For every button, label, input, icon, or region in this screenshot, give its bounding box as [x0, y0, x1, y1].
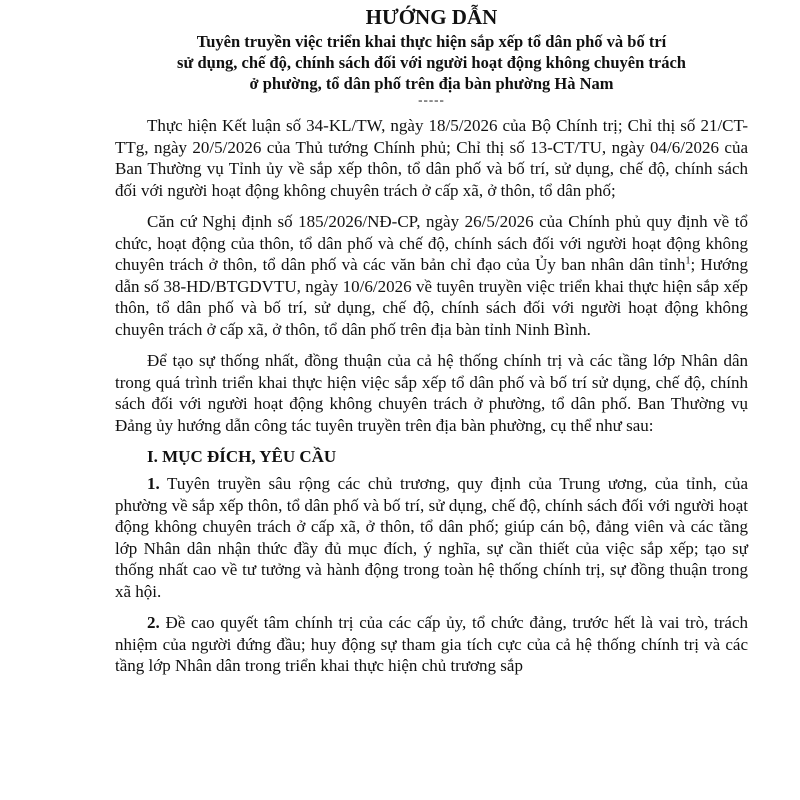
- document-subtitle-line-1: Tuyên truyền việc triển khai thực hiện sắp xếp tổ dân phố và bố trí: [196, 32, 667, 51]
- paragraph-preamble-3: Để tạo sự thống nhất, đồng thuận của cả hệ thống chính trị và các tầng lớp Nhân dân trong quá trình triển khai thực hiện việc sắp xếp tổ dân phố và bố trí sử dụng, chế độ, chính sách đối với người hoạt động không chuyên trách ở phường, tổ dân phố. Ban Thường vụ Đảng ủy hướng dẫn công tác tuyên truyền trên địa bàn phường, cụ thể như sau:: [115, 351, 748, 435]
- list-item: [115, 612, 748, 677]
- paragraph-preamble-1: Thực hiện Kết luận số 34-KL/TW, ngày 18/5/2026 của Bộ Chính trị; Chỉ thị số 21/CT-TTg, ngày 20/5/2026 của Thủ tướng Chính phủ; Chỉ thị số 13-CT/TU, ngày 04/6/2026 của Ban Thường vụ Tỉnh ủy về sắp xếp thôn, tổ dân phố và bố trí, sử dụng, chế độ, chính sách đối với người hoạt động không chuyên trách ở cấp xã, ở thôn, tổ dân phố;: [115, 116, 748, 200]
- item-text: Tuyên truyền sâu rộng các chủ trương, quy định của Trung ương, của tỉnh, của phường về sắp xếp thôn, tổ dân phố và bố trí, sử dụng, chế độ, chính sách đối với người hoạt động không chuyên trách ở cấp xã, ở thôn, tổ dân phố; giúp cán bộ, đảng viên và các tầng lớp Nhân dân nhận thức đầy đủ mục đích, ý nghĩa, sự cần thiết của việc sắp xếp; tạo sự thống nhất cao về tư tưởng và hành động trong toàn hệ thống chính trị, sự đồng thuận trong xã hội.: [115, 474, 748, 601]
- list-item: [115, 473, 748, 602]
- item-text: Đề cao quyết tâm chính trị của các cấp ủy, tổ chức đảng, trước hết là vai trò, trách nhiệm của người đứng đầu; huy động sự tham gia tích cực của cả hệ thống chính trị và các tầng lớp Nhân dân trong triển khai thực hiện chủ trương sắp: [115, 613, 748, 675]
- paragraph-preamble-2-text-a: Căn cứ Nghị định số 185/2026/NĐ-CP, ngày 26/5/2026 của Chính phủ quy định về tổ chức, hoạt động của thôn, tổ dân phố và chế độ, chính sách đối với người hoạt động không chuyên trách ở thôn, tổ dân phố và các văn bản chỉ đạo của Ủy ban nhân dân tỉnh: [115, 212, 748, 274]
- paragraph-preamble-2-text-b: ; Hướng dẫn số 38-HD/BTGDVTU, ngày 10/6/2026 về tuyên truyền việc triển khai thực hiện sắp xếp thôn, tổ dân phố và bố trí, sử dụng, chế độ, chính sách đối với người hoạt động không chuyên trách ở cấp xã, ở thôn, tổ dân phố trên địa bàn tỉnh Ninh Bình.: [115, 255, 748, 339]
- item-number: 1.: [147, 474, 160, 493]
- section-heading-purpose: I. MỤC ĐÍCH, YÊU CẦU: [147, 447, 337, 466]
- footnote-marker: 1: [685, 255, 691, 267]
- document-subtitle-line-3: ở phường, tổ dân phố trên địa bàn phường Hà Nam: [249, 74, 614, 93]
- document-title: HƯỚNG DẪN: [365, 5, 498, 29]
- title-separator: -----: [418, 92, 445, 107]
- item-number: 2.: [147, 613, 160, 632]
- document-subtitle-line-2: sử dụng, chế độ, chính sách đối với người hoạt động không chuyên trách: [177, 53, 686, 72]
- paragraph-preamble-2: [115, 211, 748, 340]
